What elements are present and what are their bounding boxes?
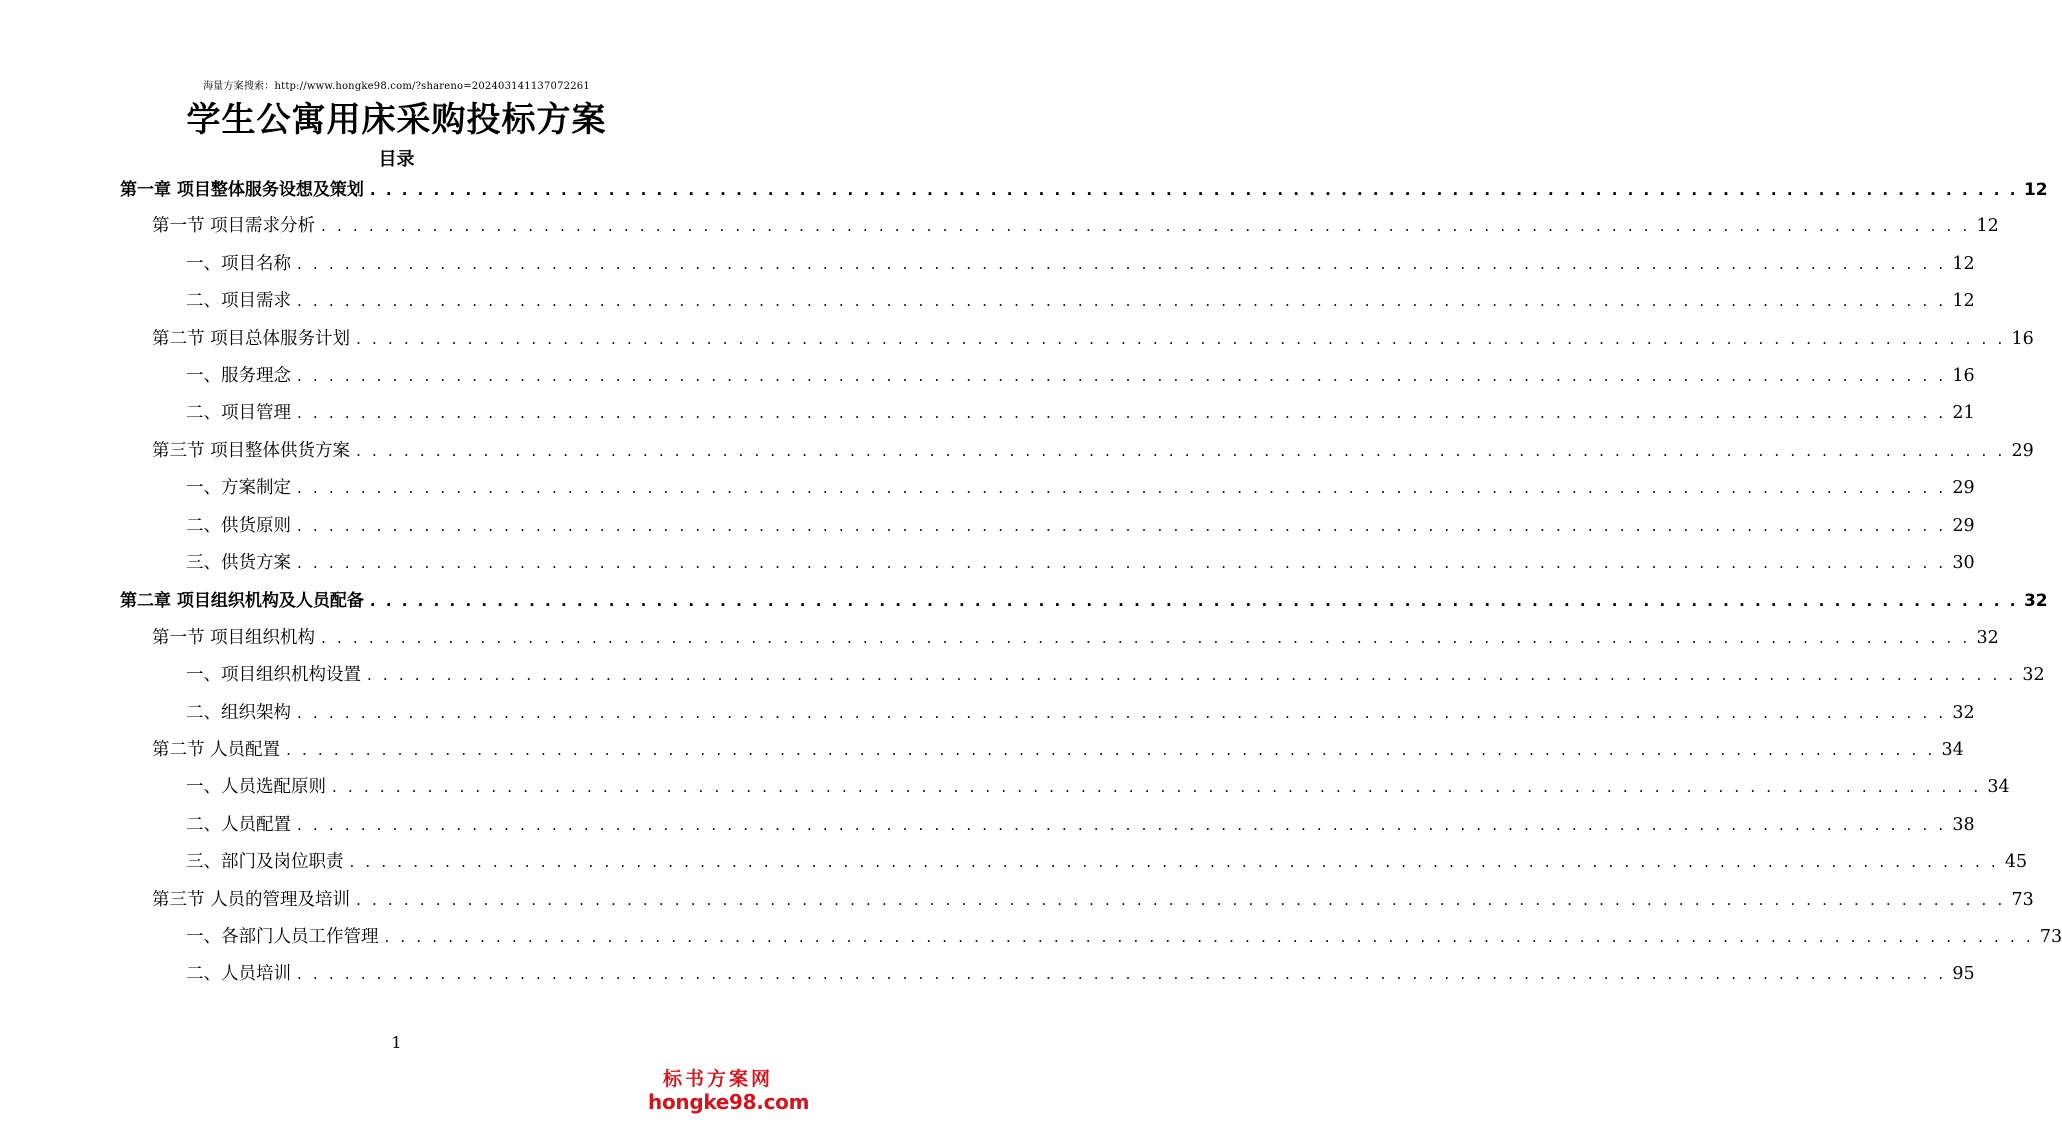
- toc-entry-page: 34: [1941, 740, 1964, 760]
- toc-leader-dots: [297, 816, 1946, 834]
- toc-entry-label: 一、服务理念: [186, 366, 291, 386]
- toc-entry-page: 21: [1952, 403, 1975, 424]
- toc-entry[interactable]: [186, 773, 2010, 803]
- toc-entry-page: 16: [1952, 366, 1975, 386]
- toc-entry[interactable]: [120, 586, 2048, 616]
- toc-entry[interactable]: [186, 549, 1975, 579]
- watermark-logo: [648, 1068, 810, 1114]
- toc-entry[interactable]: [152, 624, 1999, 654]
- toc-entry-page: 12: [1976, 216, 1999, 237]
- toc-leader-dots: [297, 704, 1946, 722]
- toc-entry-label: 一、人员选配原则: [186, 777, 326, 798]
- toc-entry-label: 一、项目名称: [186, 253, 291, 274]
- toc-entry[interactable]: [186, 699, 1975, 729]
- toc-entry[interactable]: [186, 399, 1975, 429]
- toc-entry-page: 29: [1952, 478, 1975, 499]
- toc-entry-label: 二、人员培训: [186, 964, 291, 985]
- toc-leader-dots: [370, 181, 2018, 199]
- toc-entry-page: 16: [2011, 328, 2034, 349]
- toc-leader-dots: [297, 367, 1946, 385]
- toc-entry[interactable]: [186, 811, 1975, 841]
- toc-entry[interactable]: [186, 512, 1975, 542]
- toc-leader-dots: [350, 853, 1999, 871]
- toc-entry-label: 一、项目组织机构设置: [186, 665, 361, 686]
- toc-entry-label: 二、项目管理: [186, 403, 291, 424]
- toc-entry-page: 32: [1952, 702, 1975, 723]
- toc-entry-label: 一、方案制定: [186, 478, 291, 499]
- toc-entry-label: 二、供货原则: [186, 515, 291, 536]
- header-url-text: 海量方案搜索：http://www.hongke98.com/?shareno=202403141137072261: [203, 81, 590, 92]
- toc-entry-label: 第二章 项目组织机构及人员配备: [120, 591, 364, 612]
- toc-entry-label: 二、组织架构: [186, 702, 291, 723]
- toc-leader-dots: [297, 479, 1946, 497]
- toc-leader-dots: [321, 629, 1970, 647]
- toc-entry[interactable]: [186, 661, 2045, 691]
- toc-entry-label: 三、部门及岗位职责: [186, 852, 344, 873]
- toc-entry[interactable]: [186, 923, 2062, 953]
- toc-leader-dots: [297, 255, 1946, 273]
- toc-entry[interactable]: [186, 848, 2028, 878]
- toc-entry-page: 30: [1952, 553, 1975, 573]
- toc-heading: 目录: [378, 149, 415, 170]
- toc-entry-page: 38: [1952, 814, 1975, 835]
- toc-leader-dots: [370, 592, 2018, 610]
- toc-leader-dots: [332, 778, 1981, 796]
- toc-entry-page: 12: [2023, 180, 2048, 200]
- document-title: 学生公寓用床采购投标方案: [186, 100, 607, 140]
- toc-entry-label: 三、供货方案: [186, 553, 291, 573]
- toc-entry-page: 12: [1952, 291, 1975, 312]
- toc-entry-page: 34: [1987, 777, 2010, 798]
- watermark-line-en: hongke98.com: [648, 1090, 810, 1114]
- toc-leader-dots: [286, 741, 1935, 759]
- toc-entry-page: 73: [2011, 889, 2034, 910]
- toc-leader-dots: [356, 442, 2005, 460]
- toc-entry-label: 二、人员配置: [186, 814, 291, 835]
- toc-entry-page: 32: [2023, 591, 2048, 612]
- toc-leader-dots: [297, 292, 1946, 310]
- toc-entry-page: 32: [1976, 627, 1999, 648]
- toc-entry-label: 第二节 项目总体服务计划: [152, 328, 351, 349]
- toc-entry-page: 32: [2022, 665, 2045, 686]
- toc-entry-page: 29: [2011, 440, 2034, 461]
- toc-entry[interactable]: [152, 736, 1964, 766]
- toc-leader-dots: [356, 891, 2005, 909]
- toc-entry-label: 第三节 项目整体供货方案: [152, 440, 351, 461]
- toc-leader-dots: [297, 517, 1946, 535]
- toc-entry[interactable]: [186, 960, 1975, 990]
- toc-entry-label: 第一章 项目整体服务设想及策划: [120, 180, 364, 200]
- toc-entry-page: 29: [1952, 515, 1975, 536]
- toc-entry-label: 二、项目需求: [186, 291, 291, 312]
- toc-entry-label: 一、各部门人员工作管理: [186, 927, 379, 947]
- toc-entry-label: 第一节 项目需求分析: [152, 216, 316, 237]
- toc-entry-label: 第三节 人员的管理及培训: [152, 889, 351, 910]
- toc-leader-dots: [385, 928, 2034, 946]
- toc-entry[interactable]: [186, 287, 1975, 317]
- watermark-line-cn: 标书方案网: [662, 1068, 773, 1090]
- toc-leader-dots: [297, 404, 1946, 422]
- toc-leader-dots: [321, 217, 1970, 235]
- toc-entry[interactable]: [186, 474, 1975, 504]
- toc-entry[interactable]: [186, 362, 1975, 392]
- toc-entry-label: 第二节 人员配置: [152, 740, 281, 760]
- page-number: 1: [391, 1033, 402, 1052]
- toc-entry[interactable]: [152, 437, 2034, 467]
- toc-entry-page: 73: [2039, 927, 2062, 947]
- toc-entry-page: 12: [1952, 253, 1975, 274]
- toc-entry[interactable]: [152, 212, 1999, 242]
- toc-leader-dots: [297, 965, 1946, 983]
- toc-entry[interactable]: [120, 175, 2048, 205]
- toc-entry[interactable]: [152, 325, 2034, 355]
- toc-leader-dots: [367, 666, 2016, 684]
- toc-leader-dots: [297, 554, 1946, 572]
- toc-entry-page: 95: [1952, 964, 1975, 985]
- toc-entry-label: 第一节 项目组织机构: [152, 627, 316, 648]
- toc-entry-page: 45: [2004, 852, 2028, 873]
- toc-leader-dots: [356, 330, 2005, 348]
- toc-entry[interactable]: [152, 886, 2034, 916]
- toc-entry[interactable]: [186, 250, 1975, 280]
